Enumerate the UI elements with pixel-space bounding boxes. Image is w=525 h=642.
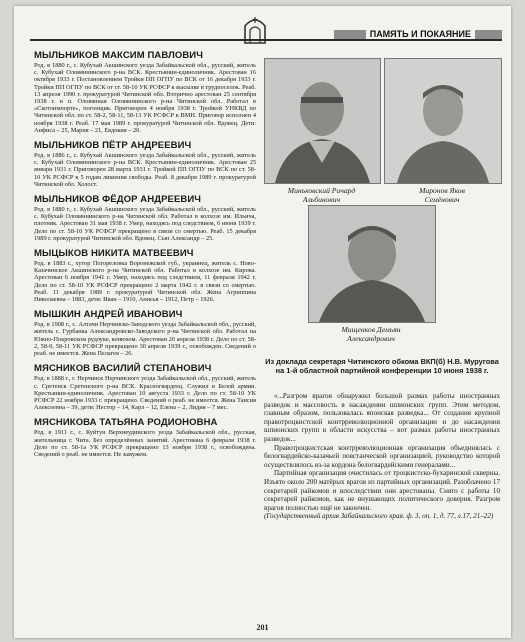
person-name: МЫЛЬНИКОВ МАКСИМ ПАВЛОВИЧ — [34, 50, 204, 61]
biography-entry — [34, 50, 256, 134]
portrait-photo — [384, 58, 502, 184]
person-name: МЫЦЫКОВ НИКИТА МАТВЕЕВИЧ — [34, 248, 194, 260]
person-biography: Род. в 1880 г., с. Кубухай Акшинского уезда Забайкальской обл., русский, житель с. Кубухай Оловяннинского р-на ВСК. Крестьянин-единоличник. Арестован 16 октября 1933 г. Постановлением Тройки ПП ОГПУ по ВСК от 16 декабря 1933 г. Тройки ПП ОГПУ по ВСК от ст. 58-10 УК РСФСР к высылке в трудпоселок. Реаб. 13 апреля 1990 г. прокуратурой Читинской обл. Вторично арестован 25 сентября 1938 г. в п. Оловянная Оловяннинского р-на Читинской обл. Работал в «Скотоимпорте», погонщик. Приговорен 4 ноября 1938 г. Тройкой УНКВД по Читинской обл. по ст. 58-2, 58-11, 58-13 УК РСФСР к ВМН. Приговор исполнен 4 ноября 1938 г. Реаб. 17 мая 1989 г. прокуратурой Читинской обл. Вдовец. Дети: Анфиса – 25, Мария – 21, Евдокия – 20. — [34, 62, 256, 134]
person-biography: Род. в 1908 г., с. Алтачи Нерчинско-Заводского уезда Забайкальской обл., русский, житель с. Гурбанка Александровско-Заводского р-на Читинской обл. Работал на Южно-Покровском рудоуке, конюхом. Арестован 20 апреля 1938 г. Дело по ст. 58-2, 58-9, 58-11 УК РСФСР прекращено 30 апреля 1939 г., освобожден. Сведений о реаб. не имеется. Жена Пелагея – 26. — [34, 321, 256, 358]
person-biography: Род. в 1888 г., г. Нерчинск Нерчинского уезда Забайкальской обл., русский, житель с. Сретенск Сретенского р-на ВСК. Красногвардеец. Служил в Белой армии. Крестьянин-единоличник. Арестован 10 августа 1933 г. Дело по ст. 58-10 УК РСФСР 22 ноября 1933 г. прекращено. Сведений о реаб. не имеется. Жена Таисия Алексеевна – 39, дети: Нестор – 14, Карл – 12, Елена – 2, Лидия – 7 мес. — [34, 375, 256, 412]
excerpt-paragraph: Правотроцкистская контрреволюционная организация объединялась с белогвардейско-казачьей повстанческой организацией, руководство которой осуществлялось из-за кордона белогвардейскими генералами... — [264, 443, 500, 469]
person-biography: Род. в 1911 г., с. Куйтун Верхнеудинского уезда Забайкальской обл., русская, жительница г. Чита. Без определённых занятий. Арестована 6 февраля 1938 г. Дело по ст. 58-1а УК РСФСР прекращено 13 ноября 1938 г., освобождена. Сведений о реаб. не имеется. Не замужем. — [34, 429, 256, 458]
book-page — [14, 6, 511, 638]
biography-entry — [34, 309, 256, 357]
header-rule — [30, 39, 502, 41]
excerpt-title: Из доклада секретаря Читинского обкома ВКП(б) Н.В. Муругова на 1-й областной партийной конференции 10 июня 1938 г. — [265, 357, 499, 375]
portrait-placeholder-icon — [309, 206, 435, 322]
person-name: МЫЛЬНИКОВ ПЁТР АНДРЕЕВИЧ — [34, 140, 192, 152]
person-name: МЫШКИН АНДРЕЙ ИВАНОВИЧ — [34, 309, 183, 321]
running-header: ПАМЯТЬ И ПОКАЯНИЕ — [366, 29, 475, 39]
biography-entry — [34, 248, 256, 303]
excerpt-paragraph: «...Разгром врагов обнаружил большой размах работы иностранных разведок и массовость в насаждении шпионских групп. Этим методом, главным образом, пользовалась японская разведка... От создания крупной правотроцкистской контрреволюционной организации и до насаждения шпионских групп в области искусства – вот размах работы иностранных разведок... — [264, 392, 500, 443]
person-biography: Род. в 1883 г., хутор Погореловка Воронежской губ., украинец, житель с. Ново-Казачинское Акшинского р-на Читинской обл. Работал в колхозе им. Кирова. Арестован 6 ноября 1941 г. Умер, находясь под следствием, 11 февраля 1942 г. Дело по ст. 58-10 УК РСФСР прекращено 2 марта 1942 г. в связи со смертью. Реаб. 11 декабря 1989 г. прокуратурой Читинской обл. Жена Агриппина Николаевна – 1883, дети: Иван – 1910, Анисья – 1912, Петр – 1926. — [34, 260, 256, 304]
portrait-caption: Миньковский Ричард Альбинович — [287, 186, 356, 204]
biography-entry — [34, 417, 256, 458]
person-name: МЯСНИКОВ ВАСИЛИЙ СТЕПАНОВИЧ — [34, 363, 212, 375]
person-name: МЯСНИКОВА ТАТЬЯНА РОДИОНОВНА — [34, 417, 218, 429]
biography-entry — [34, 363, 256, 411]
biography-entry — [34, 194, 256, 242]
excerpt-paragraph: Партийная организация очистилась от троцкистско-бухаринской скверны. Изъято около 200 матёрых врагов из партийных организаций. Разоблачено 17 секретарей райкомов и впоследствии они арестованы. Снято с работы 10 секретарей райкомов, как не внушающих политического доверия. Разгром врагов полностью ещё не закончен. — [264, 469, 500, 512]
portrait-caption: Миронов Яков Семёнович — [419, 186, 465, 204]
biography-column — [34, 50, 256, 464]
portrait-photo — [308, 205, 436, 323]
page-number: 201 — [256, 623, 269, 632]
portrait-placeholder-icon — [385, 59, 501, 183]
portrait-placeholder-icon — [265, 59, 380, 183]
biography-entry — [34, 140, 256, 188]
portrait-caption: Мищенков Демьян Александрович — [341, 325, 401, 343]
person-biography: Род. в 1886 г., с. Кубухай Акшинского уезда Забайкальской обл., русский, житель с. Кубухай Оловяннинского р-на ВСК. Крестьянин-единоличник. Арестован 25 января 1931 г. Приговорен 28 марта 1931 г. Тройкой ПП ОГПУ по ВСК по ст. 58-10 УК РСФСР к 5 годам лишения свободы. Реаб. 8 декабря 1989 г. прокуратурой Читинской обл. Холост. — [34, 152, 256, 188]
archive-source: (Государственный архив Забайкальского края. ф. 3, оп. 1, д. 77, л.17, 21–22) — [264, 512, 494, 521]
excerpt-body — [264, 392, 500, 521]
portrait-photo — [264, 58, 381, 184]
person-name: МЫЛЬНИКОВ ФЁДОР АНДРЕЕВИЧ — [34, 194, 202, 206]
person-biography: Род. в 1880 г., с. Кубухай Акшинского уезда Забайкальской обл., русский, житель с. Кубухай Оловяннинского р-на Читинской обл. Работал в колхозе им. Ильича, плотник. Арестован 31 мая 1938 г. Умер, находясь под следствием, 6 июня 1939 г. Дело по ст. 58-10 УК РСФСР прекращено в связи со смертью. Реаб. 15 декабря 1989 г. прокуратурой Читинской обл. Вдовец. Сын Александр – 25. — [34, 206, 256, 242]
